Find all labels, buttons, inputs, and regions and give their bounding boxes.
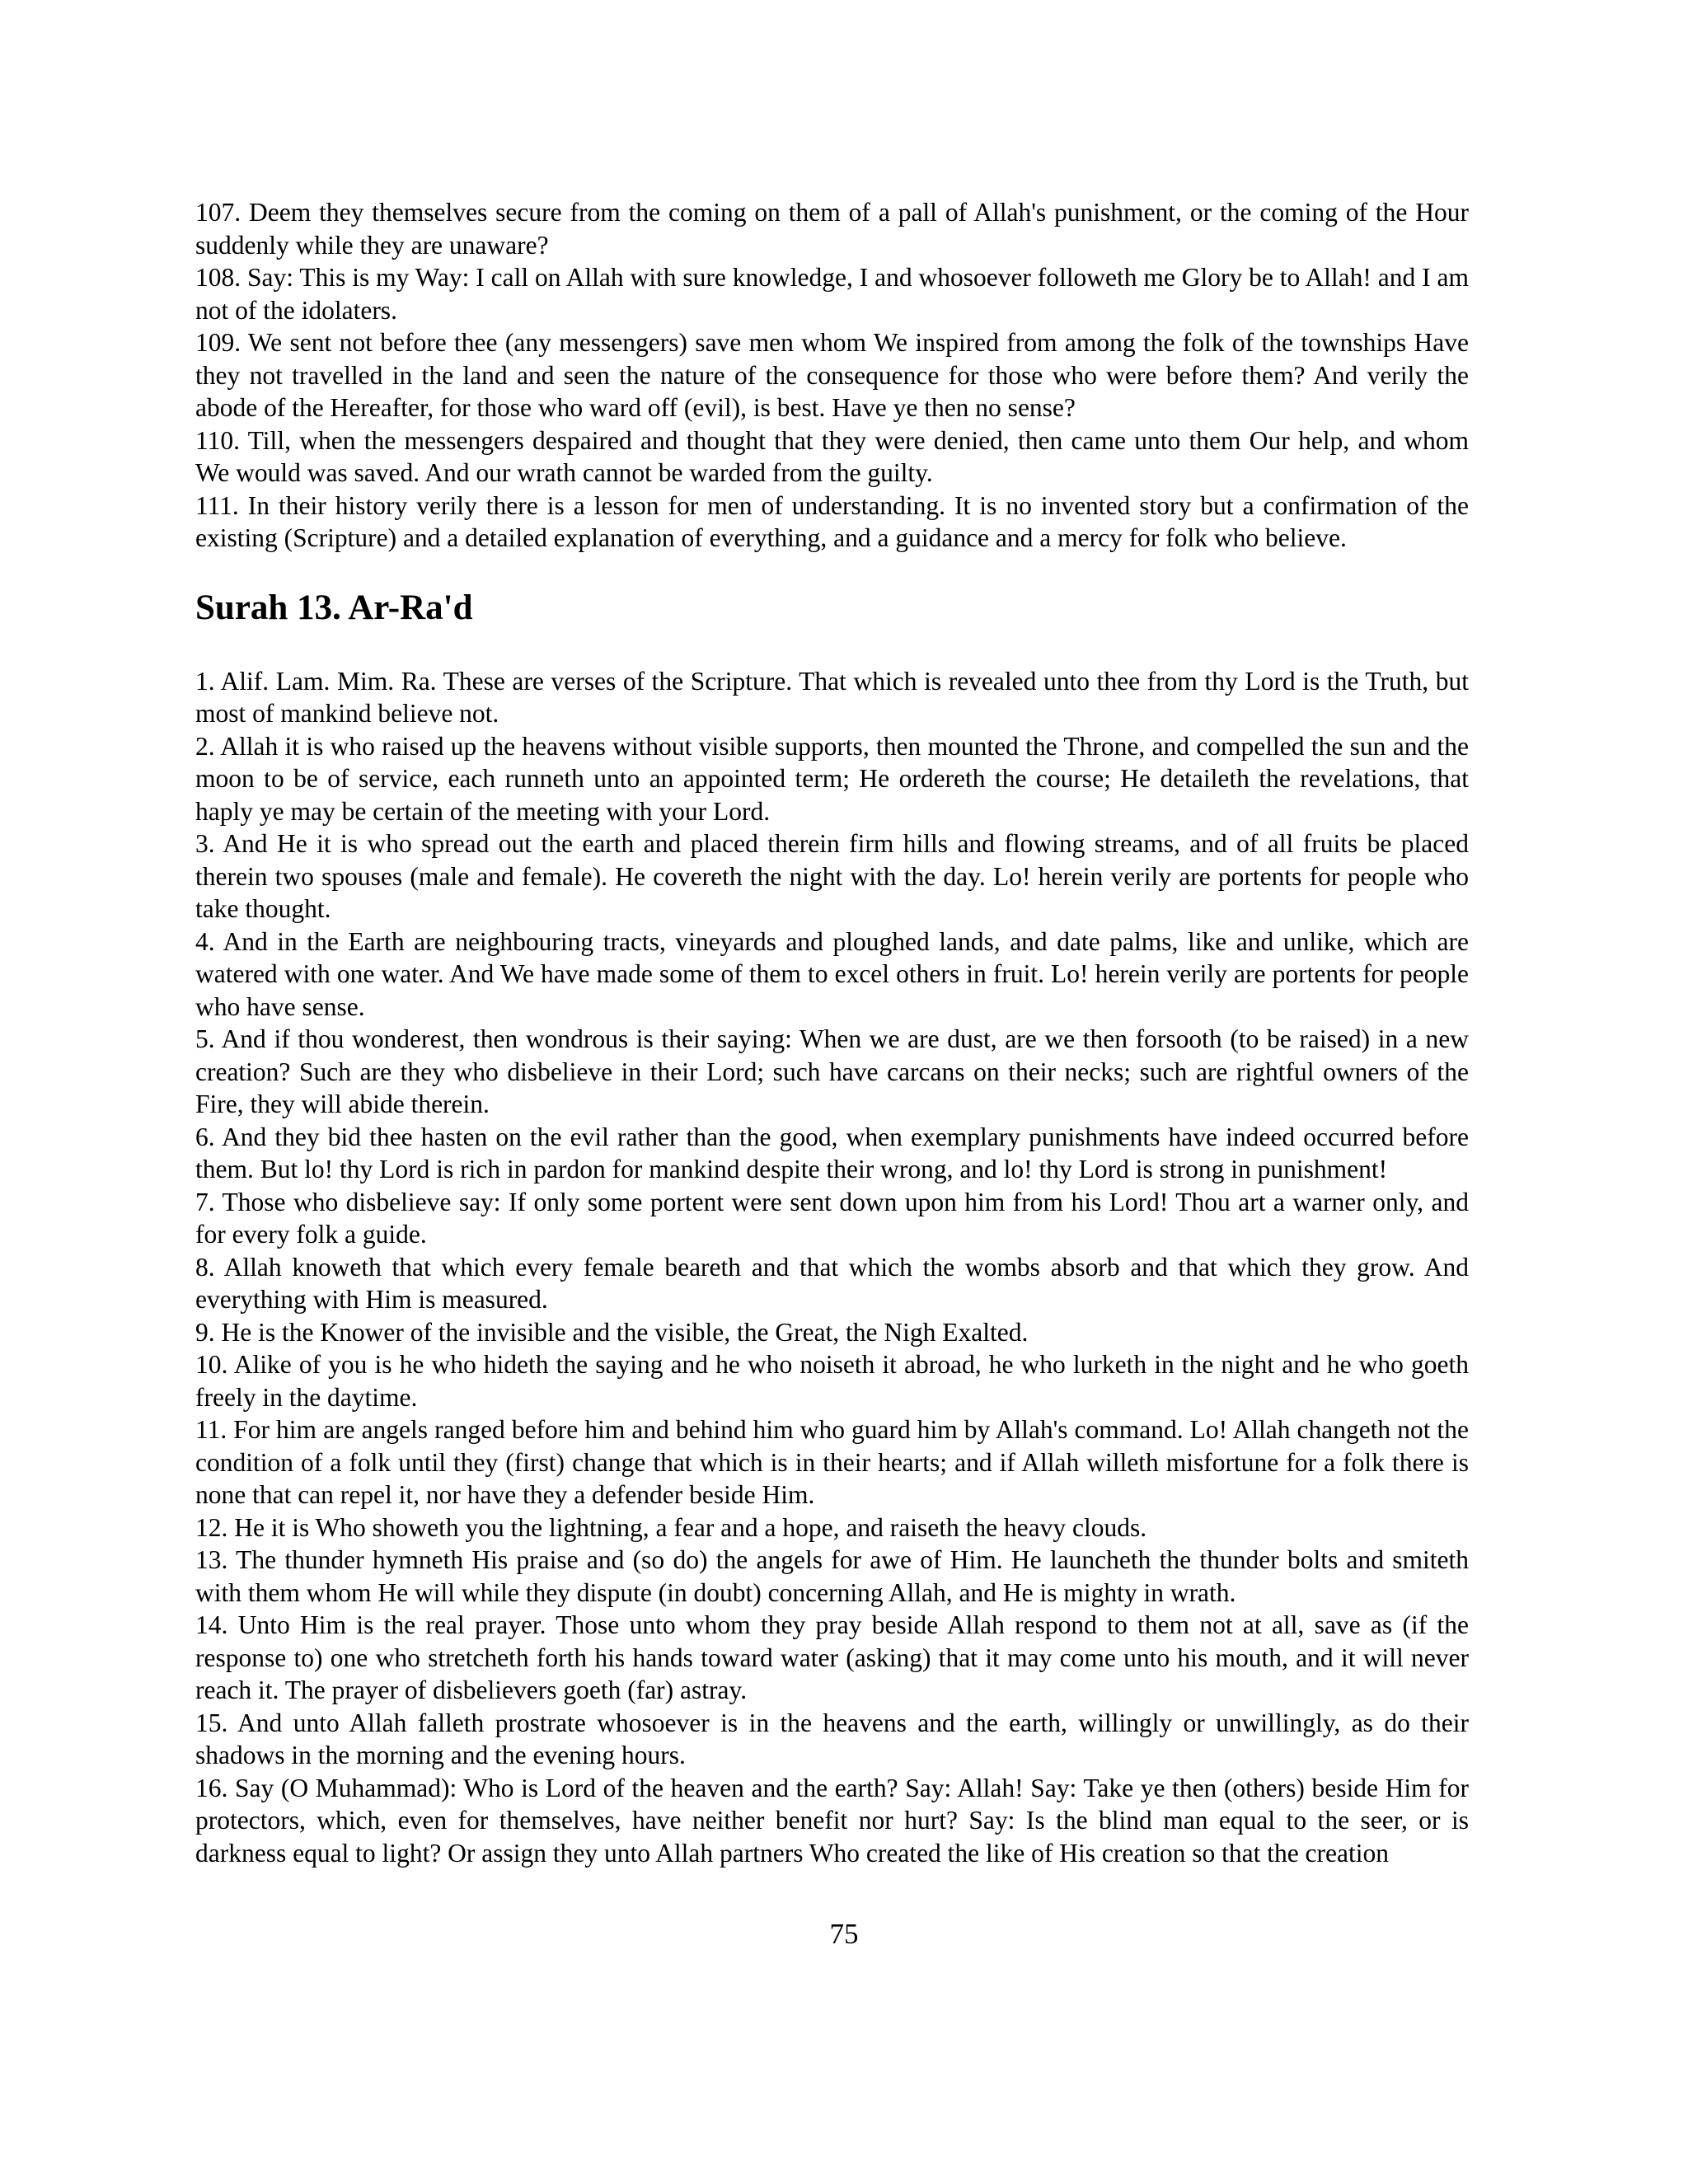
verse-1: 1. Alif. Lam. Mim. Ra. These are verses of the Scripture. That which is revealed unto thee from thy Lord is the Truth, but most of mankind believe not. bbox=[195, 666, 1469, 728]
verse-14: 14. Unto Him is the real prayer. Those unto whom they pray beside Allah respond to them not at all, save as (if the response to) one who stretcheth forth his hands toward water (asking) that it may come unto his mouth, and it will never reach it. The prayer of disbelievers goeth (far) astray. bbox=[195, 1610, 1469, 1704]
verse-6: 6. And they bid thee hasten on the evil rather than the good, when exemplary punishments have indeed occurred before them. But lo! thy Lord is rich in pardon for mankind despite their wrong, and lo! thy Lord is strong in punishment! bbox=[195, 1122, 1469, 1183]
verse-15: 15. And unto Allah falleth prostrate whosoever is in the heavens and the earth, willingly or unwillingly, as do their shadows in the morning and the evening hours. bbox=[195, 1708, 1469, 1769]
verse-16: 16. Say (O Muhammad): Who is Lord of the heaven and the earth? Say: Allah! Say: Take ye then (others) beside Him for protectors, which, even for themselves, have neither benefit nor hurt? Say: Is the blind man equal to the seer, or is darkness equal to light? Or assign they unto Allah partners Who created the like of His creation so that the creation bbox=[195, 1773, 1469, 1868]
verse-109: 109. We sent not before thee (any messengers) save men whom We inspired from among the folk of the townships Have they not travelled in the land and seen the nature of the consequence for those who were before them? And verily the abode of the Hereafter, for those who ward off (evil), is best. Have ye then no sense? bbox=[195, 328, 1469, 422]
verses-after-section bbox=[195, 665, 1469, 1870]
verse-108: 108. Say: This is my Way: I call on Allah with sure knowledge, I and whosoever followeth me Glory be to Allah! and I am not of the idolaters. bbox=[195, 263, 1469, 325]
verse-5: 5. And if thou wonderest, then wondrous is their saying: When we are dust, are we then forsooth (to be raised) in a new creation? Such are they who disbelieve in their Lord; such have carcans on their necks; such are rightful owners of the Fire, they will abide therein. bbox=[195, 1024, 1469, 1118]
page-content bbox=[195, 196, 1469, 1869]
verse-107: 107. Deem they themselves secure from the coming on them of a pall of Allah's punishment, or the coming of the Hour suddenly while they are unaware? bbox=[195, 198, 1469, 260]
verse-110: 110. Till, when the messengers despaired and thought that they were denied, then came unto them Our help, and whom We would was saved. And our wrath cannot be warded from the guilty. bbox=[195, 425, 1469, 487]
page-number: 75 bbox=[829, 1918, 859, 1950]
verse-11: 11. For him are angels ranged before him and behind him who guard him by Allah's command. Lo! Allah changeth not the condition of a folk until they (first) change that which is in their hearts; and if Allah willeth misfortune for a folk there is none that can repel it, nor have they a defender beside Him. bbox=[195, 1415, 1469, 1509]
verses-before-section bbox=[195, 196, 1469, 555]
verse-2: 2. Allah it is who raised up the heavens without visible supports, then mounted the Throne, and compelled the sun and the moon to be of service, each runneth unto an appointed term; He ordereth the course; He detaileth the revelations, that haply ye may be certain of the meeting with your Lord. bbox=[195, 731, 1469, 826]
surah-heading: Surah 13. Ar-Ra'd bbox=[195, 588, 473, 627]
verse-111: 111. In their history verily there is a lesson for men of understanding. It is no invented story but a confirmation of the existing (Scripture) and a detailed explanation of everything, and a guidance and a mercy for folk who believe. bbox=[195, 490, 1469, 552]
verse-12: 12. He it is Who showeth you the lightning, a fear and a hope, and raiseth the heavy clouds. bbox=[195, 1512, 1147, 1542]
verse-9: 9. He is the Knower of the invisible and the visible, the Great, the Nigh Exalted. bbox=[195, 1317, 1029, 1347]
verse-7: 7. Those who disbelieve say: If only some portent were sent down upon him from his Lord! Thou art a warner only, and for every folk a guide. bbox=[195, 1187, 1469, 1249]
verse-13: 13. The thunder hymneth His praise and (so do) the angels for awe of Him. He launcheth the thunder bolts and smiteth with them whom He will while they dispute (in doubt) concerning Allah, and He is mighty in wrath. bbox=[195, 1545, 1469, 1607]
verse-3: 3. And He it is who spread out the earth and placed therein firm hills and flowing streams, and of all fruits be placed therein two spouses (male and female). He covereth the night with the day. Lo! herein verily are portents for people who take thought. bbox=[195, 829, 1469, 923]
verse-10: 10. Alike of you is he who hideth the saying and he who noiseth it abroad, he who lurketh in the night and he who goeth freely in the daytime. bbox=[195, 1350, 1469, 1412]
verse-8: 8. Allah knoweth that which every female beareth and that which the wombs absorb and that which they grow. And everything with Him is measured. bbox=[195, 1252, 1469, 1314]
verse-4: 4. And in the Earth are neighbouring tracts, vineyards and ploughed lands, and date palms, like and unlike, which are watered with one water. And We have made some of them to excel others in fruit. Lo! herein verily are portents for people who have sense. bbox=[195, 926, 1469, 1021]
